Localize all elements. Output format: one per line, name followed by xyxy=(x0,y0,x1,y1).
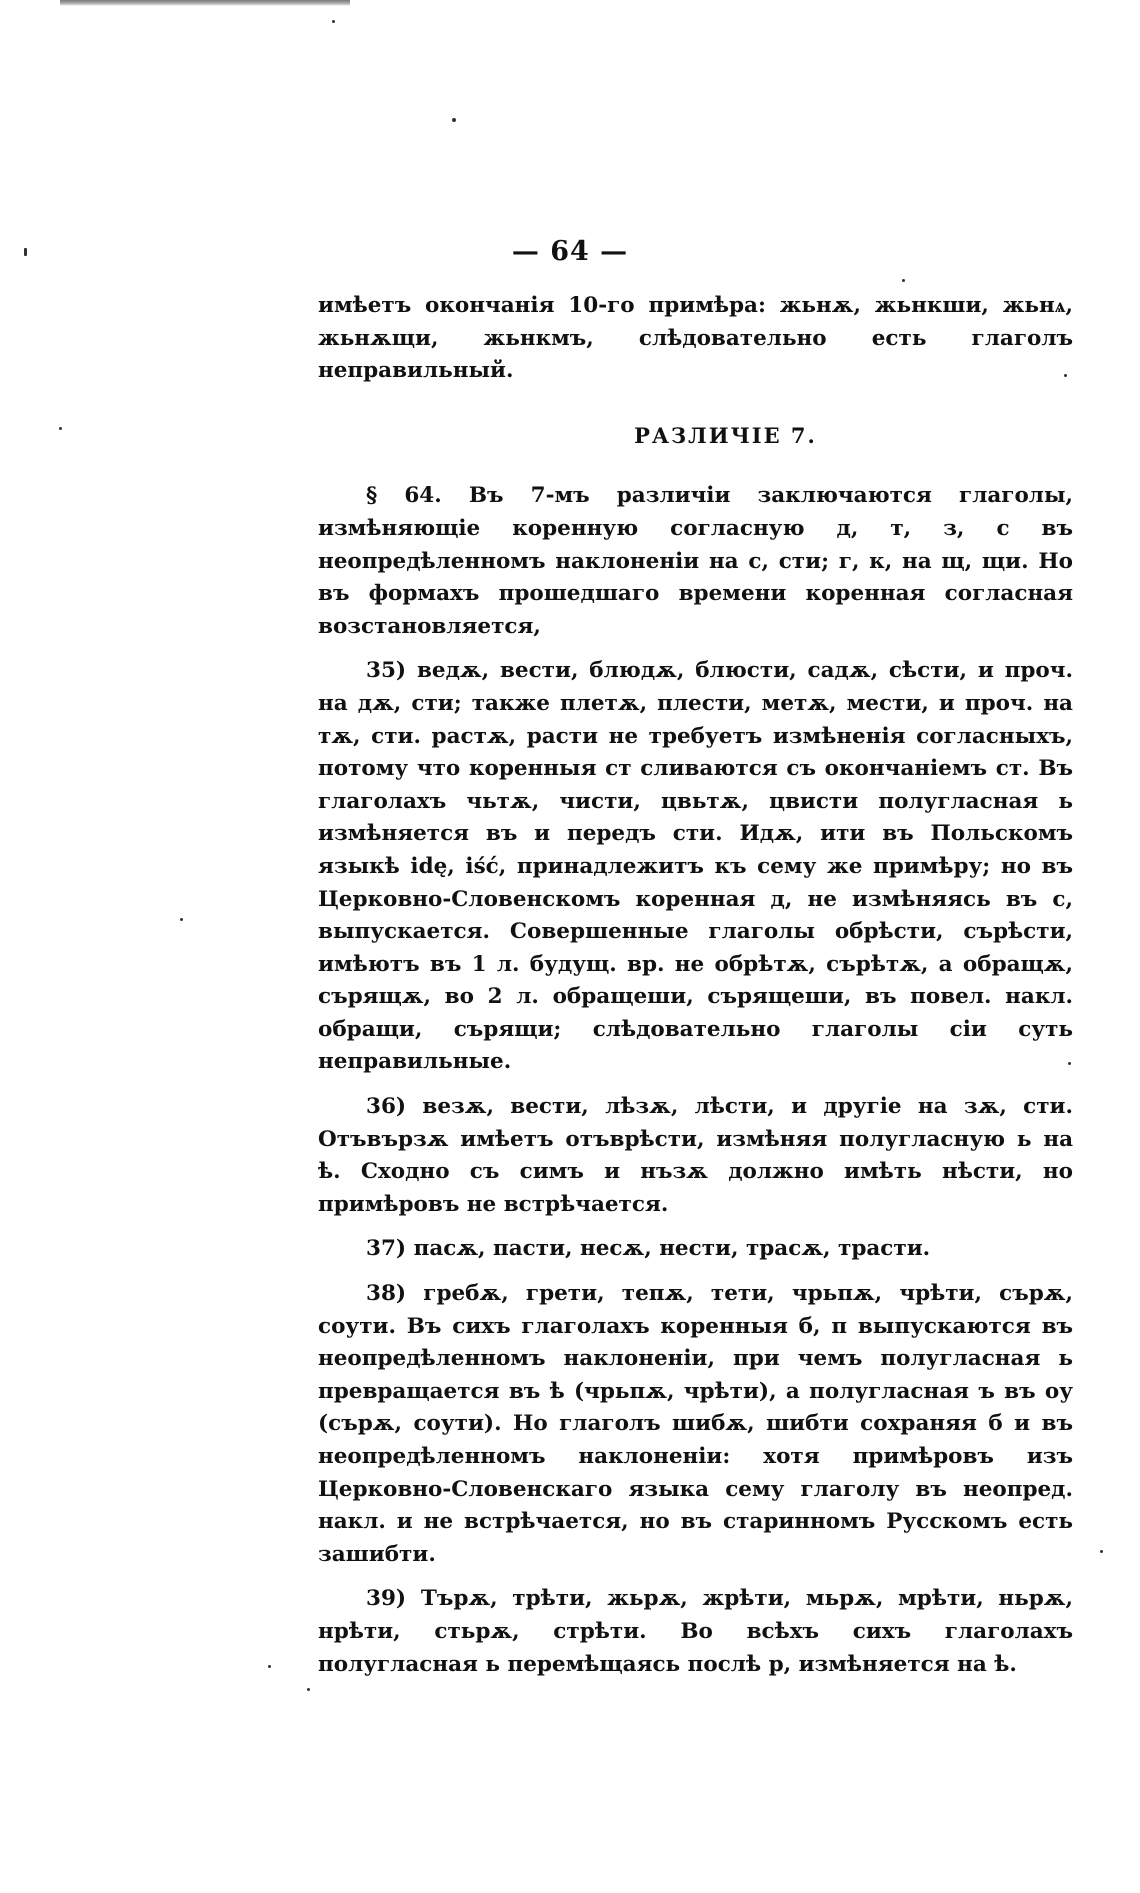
main-text xyxy=(318,290,1073,1681)
scan-speck xyxy=(332,20,335,23)
paragraph-item-35: 35) ведѫ, вести, блюдѫ, блюсти, садѫ, сѣсти, и проч. на дѫ, сти; также плетѫ, плести, метѫ, мести, и проч. на тѫ, сти. растѫ, расти не требуетъ измѣненія согласныхъ, потому что коренныя ст сливаются съ окончаніемъ ст. Въ глаголахъ чьтѫ, чисти, цвьтѫ, цвисти полугласная ь измѣняется въ и передъ сти. Идѫ, ити въ Польскомъ языкѣ idę, iść, принадлежитъ къ сему же примѣру; но въ Церковно-Словенскомъ коренная д, не измѣняясь въ с, выпускается. Совершенные глаголы обрѣсти, сърѣсти, имѣютъ въ 1 л. будущ. вр. не обрѣтѫ, сърѣтѫ, а обращѫ, сърящѫ, во 2 л. обращеши, сърящеши, въ повел. накл. обращи, сърящи; слѣдовательно глаголы сіи суть неправильные. xyxy=(318,658,1073,1075)
scan-speck xyxy=(1100,1550,1103,1553)
paragraph-continuation: имѣетъ окончанія 10-го примѣра: жьнѫ, жьнкши, жьнѧ, жьнѫщи, жьнкмъ, слѣдовательно есть глаголъ неправильный. xyxy=(318,293,1073,384)
scan-edge-artifact xyxy=(60,0,350,6)
paragraph-section-64: § 64. Въ 7-мъ различіи заключаются глаголы, измѣняющіе коренную согласную д, т, з, с въ неопредѣленномъ наклоненіи на с, сти; г, к, на щ, щи. Но въ формахъ прошедшаго времени коренная согласная возстановляется, xyxy=(318,483,1073,639)
scan-speck xyxy=(180,918,183,921)
paragraph-item-37: 37) пасѫ, пасти, несѫ, нести, трасѫ, трасти. xyxy=(366,1236,931,1262)
section-heading: РАЗЛИЧІЕ 7. xyxy=(634,422,817,448)
scan-speck xyxy=(59,427,62,430)
scan-speck xyxy=(902,279,905,282)
paragraph-item-36: 36) везѫ, вести, лѣзѫ, лѣсти, и другіе на зѫ, сти. Отъвързѫ имѣетъ отъврѣсти, измѣняя полугласную ь на ѣ. Сходно съ симъ и нъзѫ должно имѣть нѣсти, но примѣровъ не встрѣчается. xyxy=(318,1094,1073,1217)
paragraph-item-39: 39) Търѫ, трѣти, жьрѫ, жрѣти, мьрѫ, мрѣти, ньрѫ, нрѣти, стьрѫ, стрѣти. Во всѣхъ сихъ глаголахъ полугласная ь перемѣщаясь послѣ р, измѣняется на ѣ. xyxy=(318,1586,1073,1677)
scan-speck xyxy=(307,1688,310,1691)
paragraph-item-38: 38) гребѫ, грети, тепѫ, тети, чрьпѫ, чрѣти, сърѫ, соути. Въ сихъ глаголахъ коренныя б, п выпускаются въ неопредѣленномъ наклоненіи, при чемъ полугласная ь превращается въ ѣ (чрьпѫ, чрѣти), а полугласная ъ въ оу (сърѫ, соути). Но глаголъ шибѫ, шибти сохраняя б и въ неопредѣленномъ наклоненіи: хотя примѣровъ изъ Церковно-Словенскаго языка сему глаголу въ неопред. накл. и не встрѣчается, но въ старинномъ Русскомъ есть зашибти. xyxy=(318,1281,1073,1567)
scan-speck xyxy=(452,118,456,122)
scan-speck xyxy=(268,1665,271,1668)
page-number: — 64 — xyxy=(511,236,629,267)
